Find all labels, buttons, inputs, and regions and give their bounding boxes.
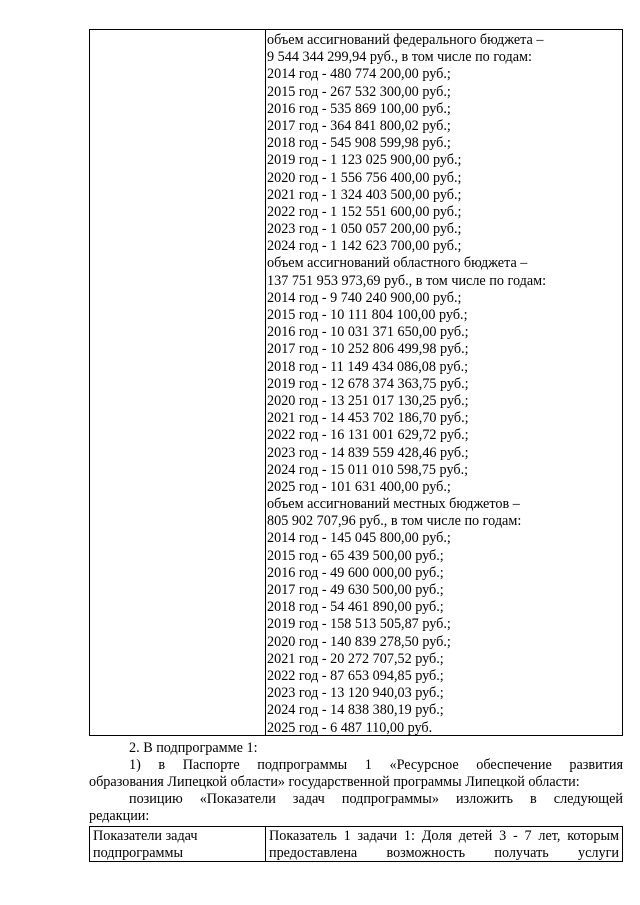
funding-line: 2017 год - 49 630 500,00 руб.;: [267, 582, 444, 598]
funding-table: [89, 29, 623, 736]
funding-line: 2022 год - 16 131 001 629,72 руб.;: [267, 427, 469, 444]
funding-line: 2016 год - 535 869 100,00 руб.;: [267, 100, 451, 117]
funding-line: 2017 год - 10 252 806 499,98 руб.;: [267, 341, 469, 358]
funding-line: 2014 год - 145 045 800,00 руб.;: [267, 530, 451, 547]
funding-line: 2019 год - 12 678 374 363,75 руб.;: [267, 375, 469, 392]
cell-line: предоставлена возможность получать услуги: [269, 845, 619, 861]
funding-line: 2024 год - 1 142 623 700,00 руб.;: [267, 238, 462, 255]
funding-line: объем ассигнований местных бюджетов –: [267, 496, 520, 513]
table-column-divider: [265, 827, 266, 861]
funding-line: 2025 год - 101 631 400,00 руб.;: [267, 478, 451, 495]
funding-line: 2023 год - 13 120 940,03 руб.;: [267, 685, 444, 702]
paragraph-line: редакции:: [89, 808, 150, 824]
funding-line: 2018 год - 54 461 890,00 руб.;: [267, 599, 444, 616]
funding-line: 2024 год - 14 838 380,19 руб.;: [267, 702, 444, 719]
funding-line: 2018 год - 545 908 599,98 руб.;: [267, 135, 451, 152]
funding-line: 2020 год - 1 556 756 400,00 руб.;: [267, 169, 462, 186]
funding-line: 2024 год - 15 011 010 598,75 руб.;: [267, 461, 469, 478]
subprogram-heading: 2. В подпрограмме 1:: [129, 740, 258, 756]
funding-line: объем ассигнований федерального бюджета –: [267, 32, 544, 48]
funding-line: 2014 год - 9 740 240 900,00 руб.;: [267, 289, 462, 306]
funding-line: 2016 год - 49 600 000,00 руб.;: [267, 564, 444, 581]
funding-line: 2018 год - 11 149 434 086,08 руб.;: [267, 358, 469, 375]
funding-line: 2023 год - 14 839 559 428,46 руб.;: [267, 444, 469, 461]
funding-line: 137 751 953 973,69 руб., в том числе по годам:: [267, 272, 547, 289]
funding-line: 2016 год - 10 031 371 650,00 руб.;: [267, 324, 469, 341]
funding-line: 2015 год - 65 439 500,00 руб.;: [267, 547, 444, 564]
cell-line: Показатели задач: [93, 828, 198, 844]
funding-line: 2019 год - 158 513 505,87 руб.;: [267, 616, 451, 633]
funding-line: 2020 год - 13 251 017 130,25 руб.;: [267, 392, 469, 409]
table-column-divider: [265, 30, 266, 735]
funding-line: 2021 год - 20 272 707,52 руб.;: [267, 650, 444, 667]
passport-paragraph: [89, 757, 623, 791]
position-paragraph: [89, 791, 623, 825]
funding-line: 2023 год - 1 050 057 200,00 руб.;: [267, 221, 462, 238]
funding-line: 2022 год - 1 152 551 600,00 руб.;: [267, 203, 462, 220]
funding-cell: [267, 32, 618, 737]
funding-line: 2019 год - 1 123 025 900,00 руб.;: [267, 152, 462, 169]
funding-line: 2022 год - 87 653 094,85 руб.;: [267, 667, 444, 684]
funding-line: 2025 год - 6 487 110,00 руб.: [267, 719, 433, 736]
indicators-label-cell: [93, 828, 261, 862]
paragraph-line: 1) в Паспорте подпрограммы 1 «Ресурсное обеспечение развития: [129, 757, 623, 773]
paragraph-line: позицию «Показатели задач подпрограммы» изложить в следующей: [129, 791, 623, 807]
paragraph-line: образования Липецкой области» государственной программы Липецкой области:: [89, 774, 580, 790]
cell-line: Показатель 1 задачи 1: Доля детей 3 - 7 лет, которым: [269, 828, 619, 844]
funding-line: 2017 год - 364 841 800,02 руб.;: [267, 117, 451, 134]
funding-line: 2015 год - 267 532 300,00 руб.;: [267, 83, 451, 100]
funding-line: 805 902 707,96 руб., в том числе по годам:: [267, 513, 522, 530]
funding-line: 9 544 344 299,94 руб., в том числе по годам:: [267, 49, 532, 66]
funding-line: 2021 год - 1 324 403 500,00 руб.;: [267, 186, 462, 203]
indicators-table: [89, 826, 623, 862]
cell-line: подпрограммы: [93, 845, 183, 862]
funding-line: 2020 год - 140 839 278,50 руб.;: [267, 633, 451, 650]
indicators-value-cell: [269, 828, 619, 862]
funding-line: 2021 год - 14 453 702 186,70 руб.;: [267, 410, 469, 427]
funding-line: 2014 год - 480 774 200,00 руб.;: [267, 66, 451, 83]
funding-line: 2015 год - 10 111 804 100,00 руб.;: [267, 307, 468, 323]
funding-line: объем ассигнований областного бюджета –: [267, 255, 528, 272]
